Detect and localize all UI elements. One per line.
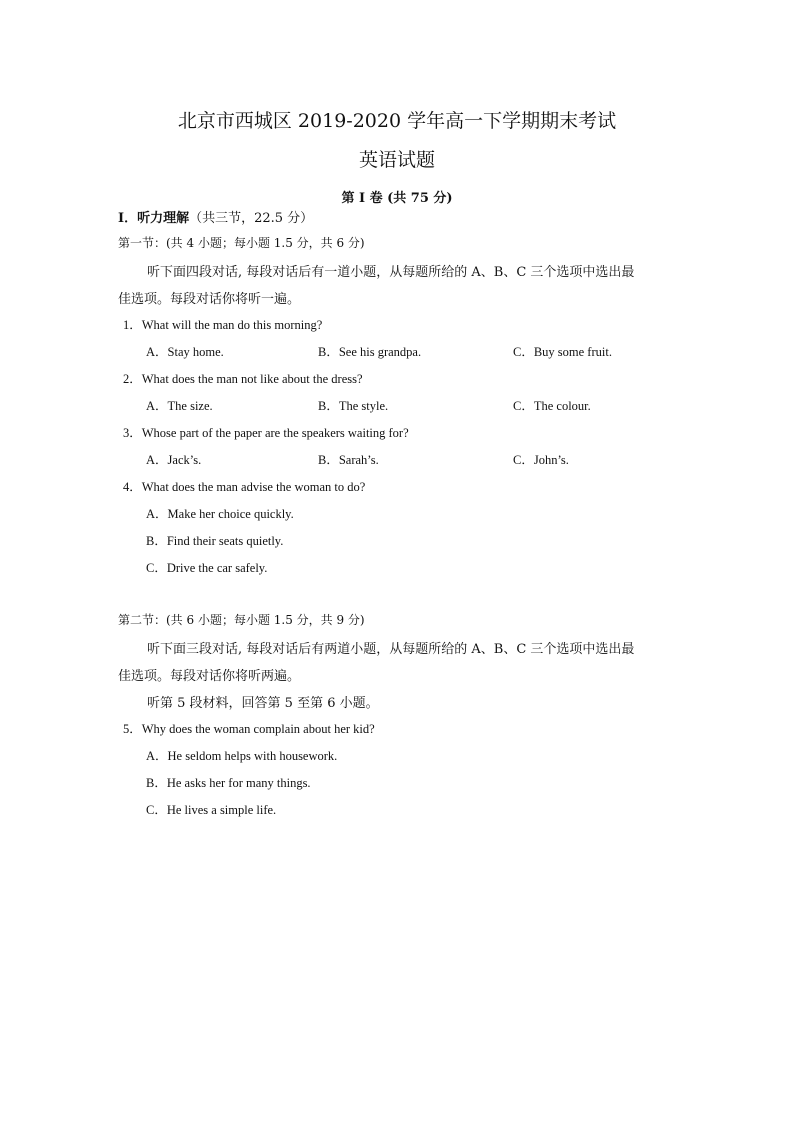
- section-2-instruction-line-2: 佳选项。每段对话你将听两遍。: [118, 669, 301, 684]
- question-1-option-a: A．Stay home.: [146, 345, 224, 359]
- question-1: 1．What will the man do this morning?: [123, 318, 323, 332]
- question-5-option-b: B．He asks her for many things.: [146, 776, 311, 790]
- section-1-instruction-line-2: 佳选项。每段对话你将听一遍。: [118, 292, 301, 307]
- question-2-option-c: C．The colour.: [513, 399, 591, 413]
- question-1-option-b: B．See his grandpa.: [318, 345, 422, 359]
- question-3-option-c: C．John’s.: [513, 453, 569, 467]
- paper-label: 第 I 卷 (共 75 分): [341, 191, 453, 206]
- question-3: 3．Whose part of the paper are the speakers waiting for?: [123, 426, 409, 440]
- part-heading: [118, 207, 313, 226]
- section-2-instruction-line-1: 听下面三段对话, 每段对话后有两道小题，从每题所给的 A、B、C 三个选项中选出最: [147, 642, 635, 657]
- question-2: 2．What does the man not like about the dress?: [123, 372, 363, 386]
- section-1-instruction-line-1: 听下面四段对话, 每段对话后有一道小题，从每题所给的 A、B、C 三个选项中选出最: [147, 265, 635, 280]
- question-4-option-b: B．Find their seats quietly.: [146, 534, 284, 548]
- question-4: 4．What does the man advise the woman to do?: [123, 480, 366, 494]
- section-2-material-note: 听第 5 段材料，回答第 5 至第 6 小题。: [147, 696, 379, 711]
- section-1-heading: 第一节：(共 4 小题；每小题 1.5 分，共 6 分): [118, 236, 365, 250]
- question-5-option-a: A．He seldom helps with housework.: [146, 749, 338, 763]
- question-2-option-b: B．The style.: [318, 399, 389, 413]
- question-1-option-c: C．Buy some fruit.: [513, 345, 612, 359]
- part-number: I．: [118, 211, 138, 226]
- question-2-option-a: A．The size.: [146, 399, 213, 413]
- part-info: （共三节，22.5 分）: [189, 211, 314, 226]
- question-4-option-a: A．Make her choice quickly.: [146, 507, 294, 521]
- part-name: 听力理解: [137, 211, 190, 226]
- section-2-heading: 第二节：(共 6 小题；每小题 1.5 分，共 9 分): [118, 613, 365, 627]
- page-title: 北京市西城区 2019-2020 学年高一下学期期末考试: [177, 110, 617, 132]
- question-3-option-b: B．Sarah’s.: [318, 453, 379, 467]
- question-4-option-c: C．Drive the car safely.: [146, 561, 268, 575]
- page-subtitle: 英语试题: [358, 149, 435, 171]
- question-5-option-c: C．He lives a simple life.: [146, 803, 277, 817]
- question-3-option-a: A．Jack’s.: [146, 453, 202, 467]
- question-5: 5．Why does the woman complain about her kid?: [123, 722, 375, 736]
